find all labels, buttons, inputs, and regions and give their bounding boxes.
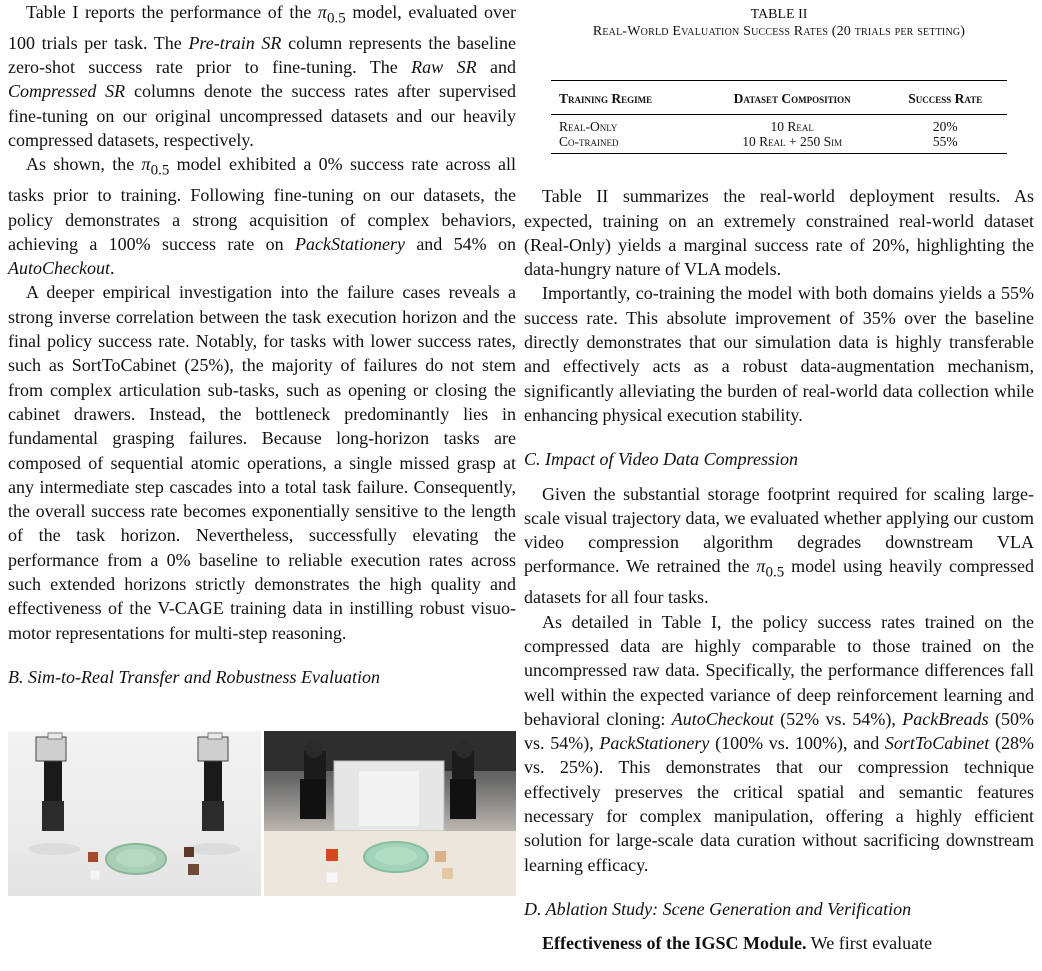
table-header-cell: Success Rate [883, 81, 1007, 115]
paragraph-text: We first evaluate [806, 933, 933, 954]
paragraph: Importantly, co-training the model with both domains yields a 55% success rate. This absolute improvement of 35% over the baseline directly demonstrates that our simulation data is highly transferable and effectively acts as a robust data-augmentation mechanism, significantly alleviating the burden of real-world data collection while enhancing physical execution stability. [524, 283, 1034, 425]
paragraph: As shown, the $\pi_{0.5}$ model exhibited a 0% success rate across all tasks prior to training. Following fine-tuning on our datasets, the policy demonstrates a strong acquisition of complex behaviors, achieving a 100% success rate on PackStationery and 54% on AutoCheckout. [8, 154, 516, 279]
section-heading: B. Sim-to-Real Transfer and Robustness Evaluation [8, 666, 380, 687]
results-table [551, 80, 1007, 154]
section-heading: C. Impact of Video Data Compression [524, 449, 798, 470]
table-subtitle: Real-World Evaluation Success Rates (20 trials per setting) [592, 24, 966, 39]
sim-scene-image [8, 731, 261, 896]
table-cell: Real-Only [559, 119, 618, 135]
paragraph: Given the substantial storage footprint required for scaling large-scale visual trajectory data, we evaluated whether applying our custom video compression algorithm degrades downstream VLA performance. We retrained the $\pi_{0.5}$ model using heavily compressed datasets for all four tasks. [524, 483, 1034, 608]
paragraph-lead: Effectiveness of the IGSC Module. [542, 933, 807, 954]
real-scene-image [264, 731, 517, 896]
table-row [551, 115, 1007, 135]
paragraph [524, 931, 1034, 955]
paragraph: As detailed in Table I, the policy success rates trained on the compressed data are highly comparable to those trained on the uncompressed raw data. Specifically, the performance differences fall well within the expected variance of deep reinforcement learning and behavioral cloning: AutoCheckout (52% vs. 54%), PackBreads (50% vs. 54%), PackStationery (100% vs. 100%), and SortToCabinet (28% vs. 25%). This demonstrates that our compression technique effectively preserves the critical spatial and semantic features necessary for complex manipulation, offering a highly efficient solution for large-scale data curation without sacrificing downstream learning efficacy. [524, 611, 1034, 875]
paragraph: Table II summarizes the real-world deployment results. As expected, training on an extremely constrained real-world dataset (Real-Only) yields a marginal success rate of 20%, highlighting the data-hungry nature of VLA models. [524, 186, 1034, 280]
paragraph: A deeper empirical investigation into the failure cases reveals a strong inverse correlation between the task execution horizon and the final policy success rate. Notably, for tasks with lower success rates, such as SortToCabinet (25%), the majority of failures do not stem from complex articulation sub-tasks, such as opening or closing the cabinet drawers. Instead, the bottleneck predominantly lies in fundamental grasping failures. Because long-horizon tasks are composed of sequential atomic operations, a single missed grasp at any intermediate step cascades into a total task failure. Consequently, the overall success rate becomes exponentially sensitive to the length of the task horizon. Nevertheless, successfully elevating the performance from a 0% baseline to reliable execution rates across such extended horizons strictly demonstrates the high quality and effectiveness of the V-CAGE training data in instilling robust visuo-motor representations for multi-step reasoning. [8, 282, 516, 643]
right-column [524, 0, 1034, 956]
section-heading: D. Ablation Study: Scene Generation and Verification [524, 898, 912, 919]
table-caption: TABLE II [750, 7, 808, 22]
table-header-cell: Dataset Composition [701, 81, 884, 115]
table-header-row [551, 81, 1007, 115]
table-header-cell: Training Regime [551, 81, 701, 115]
table-cell: Co-trained [551, 134, 701, 154]
table-cell: 10 Real [770, 119, 814, 135]
table-cell: 10 Real + 250 Sim [701, 134, 884, 154]
paragraph: Table I reports the performance of the $\pi_{0.5}$ model, evaluated over 100 trials per task. The Pre-train SR column represents the baseline zero-shot success rate prior to fine-tuning. The Raw SR and Compressed SR columns denote the success rates after supervised fine-tuning on our original uncompressed datasets and our heavily compressed datasets, respectively. [8, 2, 516, 151]
figure-sim-vs-real [8, 731, 516, 896]
table-cell: 55% [883, 134, 1007, 154]
left-column [8, 0, 516, 896]
table-cell: 20% [932, 119, 958, 135]
table-row [551, 134, 1007, 154]
